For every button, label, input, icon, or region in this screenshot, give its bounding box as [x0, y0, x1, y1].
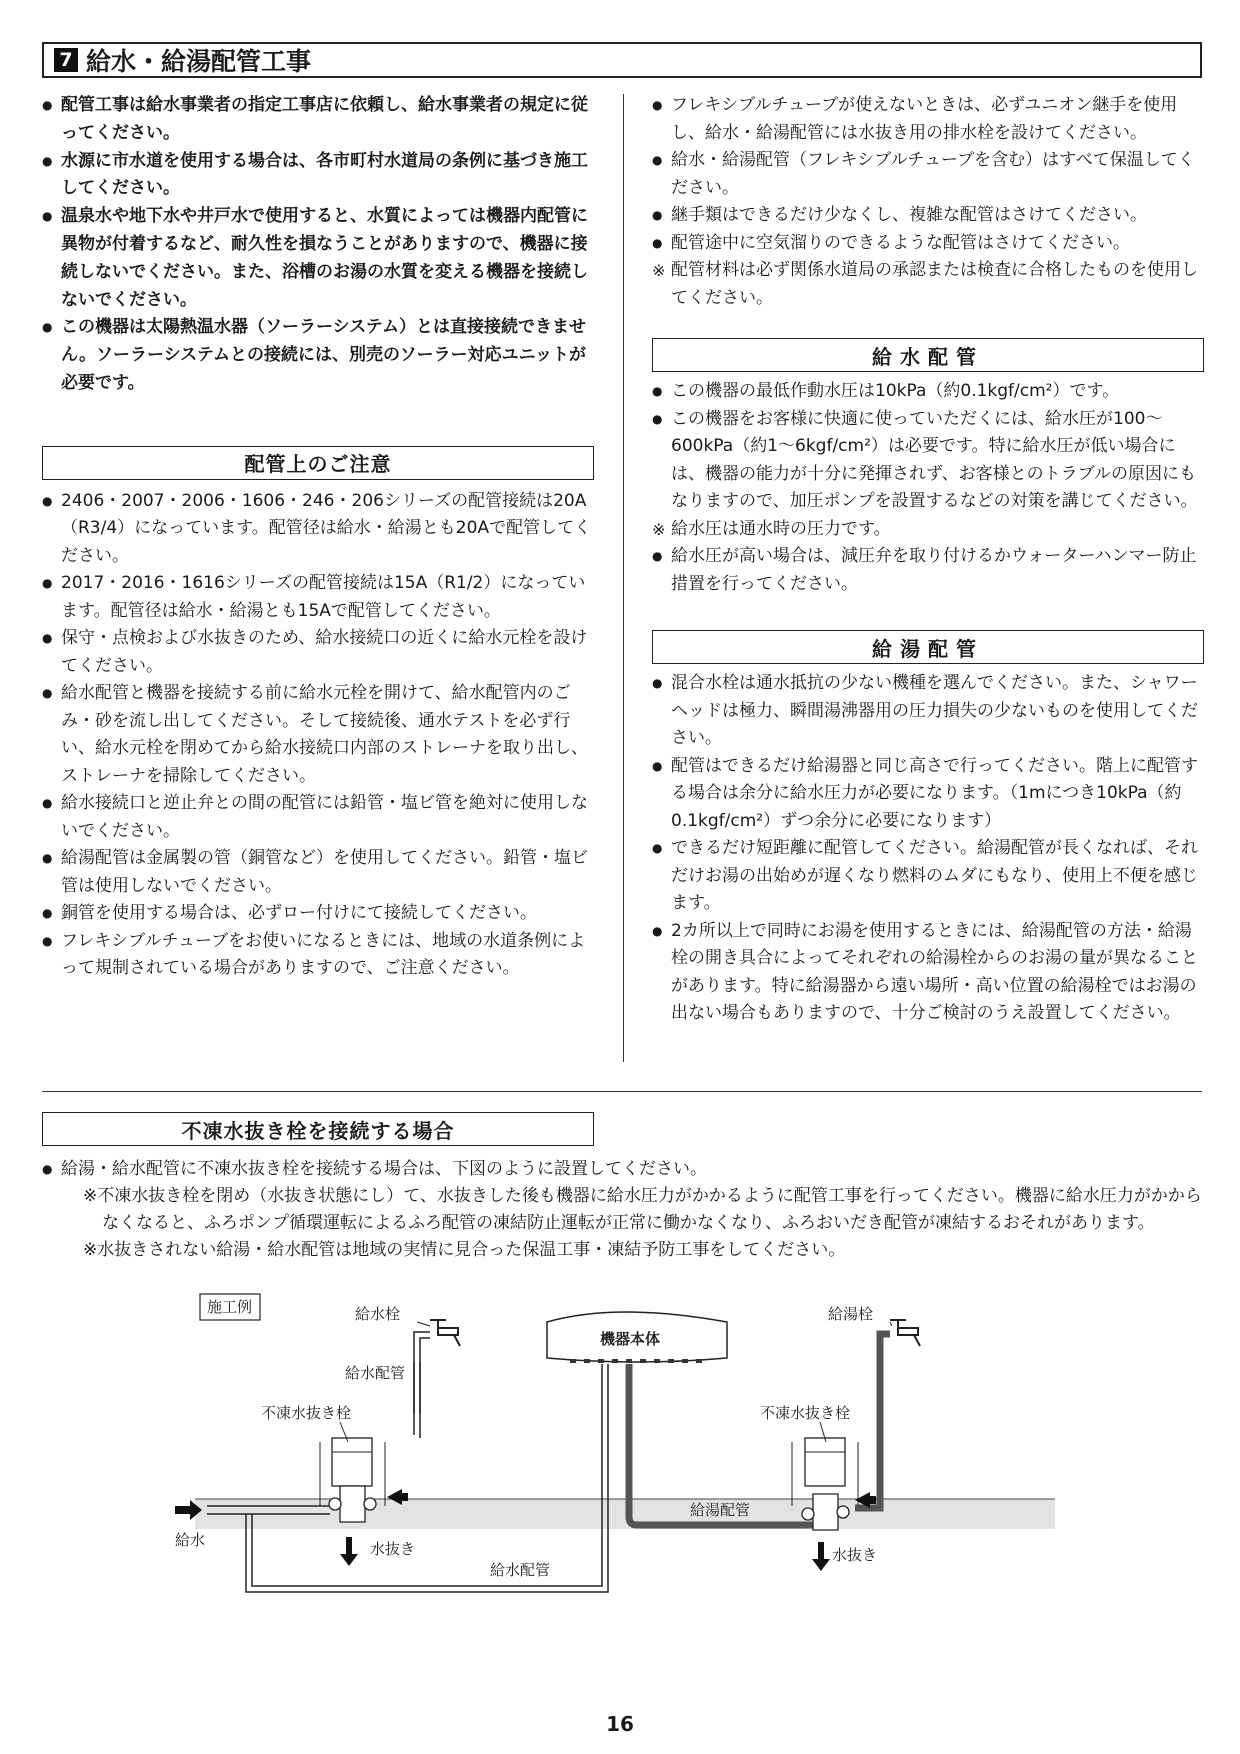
piping-caution-heading: 配管上のご注意 [42, 446, 594, 480]
list-item: ● 配管途中に空気溜りのできるような配管はさけてください。 [652, 230, 1207, 258]
water-supply-heading: 給水配管 [652, 338, 1204, 372]
water-faucet-icon [430, 1320, 460, 1346]
water-pipe-lower-label: 給水配管 [490, 1561, 551, 1579]
right-tee-knob [837, 1506, 849, 1518]
list-item: ● 継手類はできるだけ少なくし、複雑な配管はさけてください。 [652, 202, 1207, 230]
drain-right-arrow [812, 1542, 830, 1571]
list-item: ● 温泉水や地下水や井戸水で使用すると、水質によっては機器内配管に異物が付着するなど、耐久性を損なうことがありますので、機器に接続しないでください。また、浴槽のお湯の水質を変える機器を接続しないでください。 [42, 203, 597, 314]
water-pipe-riser [414, 1332, 430, 1413]
column-divider [623, 94, 624, 1062]
right-column [652, 92, 1207, 1028]
left-tee-knob [329, 1498, 341, 1510]
frost-drain-note: ※不凍水抜き栓を閉め（水抜き状態にし）て、水抜きした後も機器に給水圧力がかかるように配管工事を行ってください。機器に給水圧力がかからなくなると、ふろポンプ循環運転によるふろ配管の凍結防止運転が正常に働かなくなり、ふろおいだき配管が凍結するおそれがあります。 [83, 1186, 1202, 1233]
frost-valve-right [805, 1438, 845, 1486]
list-item: ● 給水接続口と逆止弁との間の配管には鉛管・塩ビ管を絶対に使用しないでください。 [42, 790, 597, 845]
page-title [42, 42, 1202, 78]
water-faucet-leader [417, 1322, 430, 1326]
right-tee-knob [802, 1508, 814, 1520]
frost-drain-heading: 不凍水抜き栓を接続する場合 [42, 1112, 594, 1146]
note-item: ※ 給水圧は通水時の圧力です。 [652, 516, 1207, 544]
flexible-tube-list [652, 92, 1207, 312]
water-pipe-lower-loop [246, 1364, 608, 1592]
list-item: ● 2406・2007・2006・1606・246・206シリーズの配管接続は20A（R3/4）になっています。配管径は給水・給湯とも20Aで配管してください。 [42, 488, 597, 571]
example-label: 施工例 [207, 1298, 253, 1316]
unit-label: 機器本体 [600, 1330, 661, 1348]
water-pipe-upper-label: 給水配管 [345, 1364, 406, 1382]
list-item: ● 給水・給湯配管（フレキシブルチューブを含む）はすべて保温してください。 [652, 147, 1207, 202]
drain-left-label: 水抜き [370, 1540, 416, 1558]
hot-pipe-riser [855, 1334, 890, 1508]
hot-water-heading: 給湯配管 [652, 630, 1204, 664]
list-item: ● 配管工事は給水事業者の指定工事店に依頼し、給水事業者の規定に従ってください。 [42, 92, 597, 148]
list-item: ● 給水配管と機器を接続する前に給水元栓を開けて、給水配管内のごみ・砂を流し出してください。そして接続後、通水テストを必ず行い、給水元栓を閉めてから給水接続口内部のストレーナを取り出し、ストレーナを掃除してください。 [42, 680, 597, 790]
frost-valve-left-label: 不凍水抜き栓 [261, 1404, 352, 1422]
list-item: ● フレキシブルチューブが使えないときは、必ずユニオン継手を使用し、給水・給湯配管には水抜き用の排水栓を設けてください。 [652, 92, 1207, 147]
page-number: 16 [606, 1712, 634, 1736]
frost-valve-left [332, 1438, 372, 1486]
water-faucet-label: 給水栓 [355, 1305, 401, 1323]
list-item: ● できるだけ短距離に配管してください。給湯配管が長くなれば、それだけお湯の出始めが遅くなり燃料のムダにもなり、使用上不便を感じます。 [652, 835, 1207, 918]
list-item: ● 混合水栓は通水抵抗の少ない機種を選んでください。また、シャワーヘッドは極力、瞬間湯沸器用の圧力損失の少ないものを使用してください。 [652, 670, 1207, 753]
drain-left-arrow [340, 1537, 358, 1566]
section-divider [42, 1091, 1202, 1092]
hot-faucet-label: 給湯栓 [828, 1305, 874, 1323]
list-item: ● 給水圧が高い場合は、減圧弁を取り付けるかウォーターハンマー防止措置を行ってください。 [652, 543, 1207, 598]
hot-pipe-label: 給湯配管 [690, 1501, 751, 1519]
list-item: ● 保守・点検および水抜きのため、給水接続口の近くに給水元栓を設けてください。 [42, 625, 597, 680]
frost-valve-right-label: 不凍水抜き栓 [760, 1404, 851, 1422]
left-tee-knob [364, 1498, 376, 1510]
hot-water-list [652, 670, 1207, 1028]
right-tee [813, 1494, 838, 1530]
list-item: ● 2017・2016・1616シリーズの配管接続は15A（R1/2）になっています。配管径は給水・給湯とも15Aで配管してください。 [42, 570, 597, 625]
list-item: ● 配管はできるだけ給湯器と同じ高さで行ってください。階上に配管する場合は余分に給水圧力が必要になります。（1mにつき10kPa（約0.1kgf/cm²）ずつ余分に必要になります） [652, 753, 1207, 836]
list-item: ● この機器は太陽熱温水器（ソーラーシステム）とは直接接続できません。ソーラーシステムとの接続には、別売のソーラー対応ユニットが必要です。 [42, 314, 597, 397]
general-requirements-list [42, 92, 597, 398]
page-title-text: 給水・給湯配管工事 [86, 47, 312, 76]
frost-drain-text [42, 1156, 1212, 1264]
list-item: ● 2カ所以上で同時にお湯を使用するときには、給湯配管の方法・給湯栓の開き具合によってそれぞれの給湯栓からのお湯の量が異なることがあります。特に給湯器から遠い場所・高い位置の給湯栓ではお湯の出ない場合もありますので、十分ご検討のうえ設置してください。 [652, 918, 1207, 1028]
list-item: ● 水源に市水道を使用する場合は、各市町村水道局の条例に基づき施工してください。 [42, 148, 597, 204]
note-item: ※ 配管材料は必ず関係水道局の承認または検査に合格したものを使用してください。 [652, 257, 1207, 312]
water-supply-list [652, 378, 1207, 598]
list-item: ● 銅管を使用する場合は、必ずロー付けにて接続してください。 [42, 900, 597, 928]
list-item: ● フレキシブルチューブをお使いになるときには、地域の水道条例によって規制されている場合がありますので、ご注意ください。 [42, 928, 597, 983]
drain-right-label: 水抜き [832, 1546, 878, 1564]
list-item: ● 給湯配管は金属製の管（銅管など）を使用してください。鉛管・塩ビ管は使用しないでください。 [42, 845, 597, 900]
frost-drain-note: ※水抜きされない給湯・給水配管は地域の実情に見合った保温工事・凍結予防工事をしてください。 [83, 1240, 846, 1260]
list-item: ● この機器をお客様に快適に使っていただくには、給水圧が100～600kPa（約1～6kgf/cm²）は必要です。特に給水圧が低い場合には、機器の能力が十分に発揮されず、お客様とのトラブルの原因にもなりますので、加圧ポンプを設置するなどの対策を講じてください。 [652, 406, 1207, 516]
water-pipe-vertical [414, 1362, 420, 1438]
installation-diagram [175, 1292, 1060, 1672]
left-tee [340, 1486, 365, 1522]
left-column [42, 92, 597, 983]
piping-caution-list [42, 488, 597, 983]
list-item: ● この機器の最低作動水圧は10kPa（約0.1kgf/cm²）です。 [652, 378, 1207, 406]
hot-faucet-icon [890, 1320, 920, 1346]
section-number-badge: 7 [54, 48, 78, 72]
hot-faucet-leader [890, 1322, 892, 1326]
frost-drain-main: ● 給湯・給水配管に不凍水抜き栓を接続する場合は、下図のように設置してください。 [42, 1156, 1212, 1183]
water-inlet-label: 給水 [175, 1531, 206, 1549]
